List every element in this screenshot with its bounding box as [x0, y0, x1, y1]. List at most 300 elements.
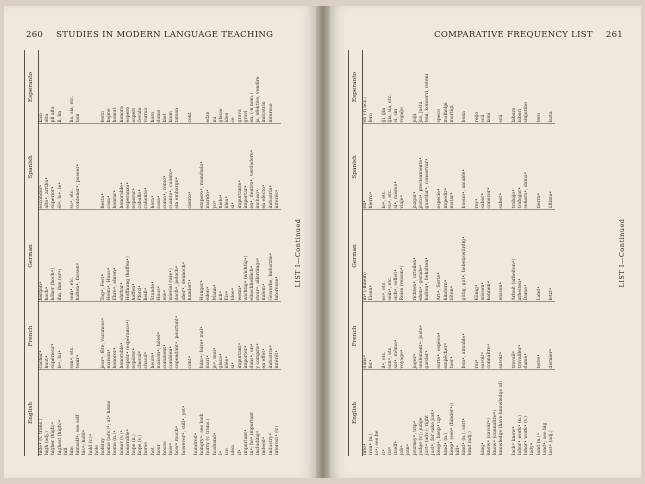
entry-line: combien•: [169, 346, 175, 369]
entry-line: lia, sia, etc.: [70, 95, 76, 123]
entry-line: savoir•: [480, 351, 486, 369]
entry-line: König•: [474, 284, 480, 301]
left-col-french: French: [25, 302, 39, 370]
entry-line: labor• work• (v.): [524, 415, 530, 455]
left-running-title: STUDIES IN MODERN LANGUAGE TEACHING: [56, 30, 274, 40]
entry-line: Pferd•: [138, 285, 144, 301]
entry-line: en (-n acc.): [363, 96, 368, 123]
entry-line: maison•; hôtel•: [156, 331, 162, 369]
entry-line: Art•, Sorte•: [437, 272, 443, 301]
entry-line: industry•: [268, 432, 274, 455]
entry-line: kind (adj.): [468, 431, 474, 455]
entry-line: judge (v.); judge: [418, 417, 424, 455]
entry-line: high (adj.): [45, 431, 51, 455]
entry-line: heure•: [150, 352, 156, 369]
entry-line: hundert•: [187, 279, 193, 301]
entry-line: juger•: [412, 353, 418, 369]
entry-line: wichtig• (wichtig•): [243, 255, 249, 301]
entry-line: tenir•: [76, 354, 82, 369]
entry-line: mi: [212, 116, 218, 123]
entry-line: Dame•: [524, 284, 530, 301]
entry-line: trabajar•: [518, 186, 524, 209]
entry-line: if•: [237, 449, 243, 455]
entry-line: einschließlich•: [249, 265, 255, 301]
left-esperanto-cell: [39, 50, 281, 124]
entry-line: juzgar•: [412, 191, 418, 209]
entry-line: fer•: [369, 359, 375, 369]
left-page: [4, 6, 316, 478]
entry-line: eilen•: [206, 286, 212, 301]
entry-line: hundred•: [194, 432, 200, 455]
entry-line: faim•; faire• mal•: [200, 326, 206, 369]
entry-line: tero: [536, 112, 542, 123]
entry-line: seulement•; juste•: [418, 324, 424, 369]
entry-line: bona: [462, 111, 468, 123]
entry-line: indem•: [262, 283, 268, 301]
entry-line: y compris•: [256, 343, 262, 369]
entry-line: es•, etc.: [381, 281, 387, 301]
entry-line: hide• (v. trans.): [39, 418, 44, 455]
entry-line: en effet•: [262, 348, 268, 369]
entry-line: glace•: [218, 353, 224, 369]
entry-line: travail•: [511, 350, 517, 369]
entry-line: hill: [63, 447, 69, 455]
entry-line: Arbeit (arbeiten•): [511, 258, 517, 301]
right-rotated-table: [348, 50, 624, 456]
entry-line: Land•: [536, 286, 542, 301]
entry-line: just•, for sake just•: [431, 409, 437, 455]
entry-line: se: [231, 117, 237, 123]
entry-line: halten•, behalten•: [425, 257, 431, 301]
entry-line: importar•: [243, 185, 249, 209]
entry-line: wissen•: [499, 281, 505, 301]
left-page-number: 260: [26, 30, 44, 40]
entry-line: himself•; see self: [76, 414, 82, 455]
entry-line: alto•, arriba•: [45, 177, 51, 209]
entry-line: casa•: [107, 195, 113, 209]
entry-line: ĝi, ĝin: [381, 107, 387, 123]
entry-line: reĝo: [474, 111, 480, 123]
left-col-english: English: [25, 370, 39, 456]
entry-line: teni: [76, 113, 82, 123]
entry-line: Stunde•: [150, 281, 156, 301]
entry-line: halten•, fassen•: [76, 262, 82, 301]
entry-line: töten•: [449, 285, 455, 301]
left-running-head: [26, 30, 273, 40]
entry-line: dans•, en•: [249, 343, 255, 369]
entry-line: cent: [187, 112, 193, 123]
entry-line: Mann•: [212, 284, 218, 301]
right-header-row: [349, 50, 363, 456]
entry-line: I•: [218, 450, 224, 455]
right-page: [330, 6, 641, 478]
entry-line: höher (hoch•): [51, 267, 57, 301]
entry-line: labori: [518, 108, 524, 123]
entry-line: esperi: [132, 108, 138, 123]
entry-line: si•: [231, 201, 237, 209]
right-list-title: LIST I—Continued: [618, 218, 626, 288]
entry-line: hoch•: [45, 286, 51, 301]
entry-line: industria•: [268, 184, 274, 209]
entry-line: pli alta: [51, 106, 57, 123]
entry-line: gütig, gut•, liebenswürdig•: [462, 236, 468, 301]
entry-line: land (n.)•: [536, 432, 542, 455]
entry-line: le•, lui•: [57, 350, 63, 369]
entry-line: in• (-hinein): [363, 272, 368, 301]
entry-line: viaje•: [400, 194, 406, 209]
entry-line: dans•: [363, 354, 368, 369]
entry-line: esconder•: [39, 184, 44, 209]
entry-line: sein•, etc.: [387, 276, 393, 301]
entry-line: festo: [101, 111, 107, 123]
entry-line: kiom: [169, 111, 175, 123]
entry-line: si, sin: [394, 108, 400, 123]
entry-line: Gewerbe, Industrie•: [268, 252, 274, 301]
right-running-head: [434, 30, 623, 40]
entry-line: espero: [125, 106, 131, 123]
entry-line: interés•: [274, 189, 280, 209]
entry-line: king•: [480, 442, 486, 455]
entry-line: espérer•: [132, 347, 138, 369]
entry-line: hejme: [107, 108, 113, 123]
entry-line: casa•: [156, 195, 162, 209]
entry-line: intérêt•: [274, 350, 280, 369]
entry-line: su•, etc.: [387, 188, 393, 209]
entry-line: interest• (v.): [274, 425, 280, 455]
entry-line: honorer•: [113, 347, 119, 369]
entry-line: savoir•: [499, 351, 505, 369]
entry-line: job•: [400, 445, 406, 455]
entry-line: ĉevalo: [138, 107, 144, 123]
entry-line: honora: [119, 106, 125, 123]
entry-line: glacio: [218, 108, 224, 123]
entry-line: hole: [94, 445, 100, 455]
entry-line: hour: [156, 444, 162, 455]
entry-line: keep• (see• (hinder•)): [449, 402, 455, 455]
entry-line: industrie•: [268, 344, 274, 369]
entry-line: hold (v.)•: [88, 433, 94, 455]
entry-line: guardar•, conservar•: [425, 158, 431, 209]
entry-line: speco: [437, 109, 443, 123]
entry-line: Tag•, Fest•: [101, 273, 107, 301]
entry-line: its•: [387, 446, 393, 455]
entry-line: wissen•: [480, 281, 486, 301]
entry-line: en efecto•: [262, 184, 268, 209]
entry-line: incluso•: [256, 189, 262, 209]
entry-line: trabajo•: [511, 189, 517, 209]
right-running-title: COMPARATIVE FREQUENCY LIST: [434, 30, 593, 40]
entry-line: ĵus, justa: [418, 101, 424, 123]
entry-line: soi•, même•: [394, 339, 400, 369]
entry-line: zwar•, allerdings•: [256, 257, 262, 301]
entry-line: en, (-n nom.): [249, 92, 255, 123]
entry-line: it•: [381, 448, 387, 455]
right-french-cell: [363, 302, 556, 370]
entry-line: saber•: [480, 192, 486, 209]
entry-line: horse: [144, 442, 150, 455]
right-german-cell: [363, 210, 556, 302]
entry-line: just• (adv.); right: [425, 415, 431, 455]
left-rotated-table: [24, 50, 300, 456]
entry-line: garder•: [425, 350, 431, 369]
entry-line: cent•: [187, 355, 193, 369]
entry-line: esperanza•: [125, 182, 131, 209]
entry-line: hora•: [150, 195, 156, 209]
entry-line: caliente•: [144, 187, 150, 209]
entry-line: kennen•: [487, 280, 493, 301]
entry-line: honorable•: [119, 342, 125, 369]
entry-line: Idee•: [231, 287, 237, 301]
entry-line: knowledge (have knowledge of): [499, 381, 505, 455]
entry-line: ideo: [225, 112, 231, 123]
entry-line: son•, etc.: [70, 346, 76, 369]
entry-line: hurry (v. trans.): [206, 418, 212, 455]
entry-line: in•; be• important: [249, 411, 255, 455]
entry-line: join•: [406, 443, 412, 455]
entry-line: kind• (n.), sort•: [462, 417, 468, 455]
entry-line: gravi: [243, 110, 249, 123]
entry-line: intereso: [268, 103, 274, 123]
left-list-title: LIST I—Continued: [294, 218, 302, 288]
entry-line: especie•: [437, 188, 443, 209]
entry-line: caballo•: [138, 189, 144, 209]
entry-line: Heim•, Haus•: [107, 267, 113, 301]
entry-line: eben•, gerade•: [418, 264, 424, 301]
entry-line: cacher•: [39, 350, 44, 369]
entry-line: land•; see big: [542, 422, 548, 455]
entry-line: heiß•: [144, 287, 150, 301]
entry-line: marido•: [206, 189, 212, 209]
entry-line: hot: [150, 447, 156, 455]
entry-line: kaŝi: [39, 113, 44, 123]
entry-line: bergen•: [39, 281, 44, 301]
entry-line: lack• know•: [511, 426, 517, 455]
entry-line: como•, cómo•: [163, 175, 169, 209]
entry-line: Eisen•: [369, 284, 375, 301]
entry-line: alta: [45, 113, 51, 123]
entry-line: wieviel (wie•): [169, 268, 175, 301]
right-body-row: [363, 50, 556, 456]
entry-line: honorable•: [119, 182, 125, 209]
entry-line: labor• work• (n.): [518, 414, 524, 455]
entry-line: son•, etc.: [387, 346, 393, 369]
entry-line: vojaĝo: [400, 107, 406, 123]
entry-line: cheval•: [138, 350, 144, 369]
right-col-english: English: [349, 370, 363, 456]
entry-line: hielo•: [218, 194, 224, 209]
left-frequency-table: [24, 50, 281, 456]
entry-line: edzo: [206, 111, 212, 123]
entry-line: je•, moi•: [212, 347, 218, 369]
entry-line: Hunger•: [200, 280, 206, 301]
entry-line: wie•: [163, 289, 169, 301]
entry-line: horo: [150, 111, 156, 123]
entry-line: dernier•: [549, 348, 555, 369]
entry-line: voyage•: [400, 349, 406, 369]
entry-line: travailler•: [518, 344, 524, 369]
entry-line: matar•: [449, 191, 455, 209]
entry-line: Interesse•: [274, 276, 280, 301]
entry-line: highest (high)•: [57, 419, 63, 455]
entry-line: wenn•: [237, 285, 243, 301]
entry-line: Ehre•, ehren•: [113, 267, 119, 301]
right-spanish-cell: [363, 124, 556, 210]
entry-line: laboro: [511, 107, 517, 123]
entry-line: teni, konservi, reteni: [425, 73, 431, 123]
entry-line: honrar•: [113, 189, 119, 209]
entry-line: fiesta•: [101, 193, 107, 209]
book-gutter: [316, 6, 330, 478]
right-page-number: 261: [605, 30, 623, 40]
entry-line: superior•: [51, 186, 57, 209]
entry-line: haut•: [45, 355, 51, 369]
entry-line: chaud•: [144, 351, 150, 369]
right-col-esperanto: Esperanto: [349, 50, 363, 124]
entry-line: sorte•, espèce•: [437, 332, 443, 369]
entry-line: empero•, mandado•: [200, 161, 206, 209]
entry-line: fero: [369, 113, 375, 123]
entry-line: él•, lo•, le•: [57, 181, 63, 209]
entry-line: maison•: [107, 349, 113, 369]
entry-line: honori: [113, 107, 119, 123]
entry-line: how• much•: [175, 425, 181, 455]
entry-line: holiday: [101, 438, 107, 455]
entry-line: lo•, etc.: [381, 190, 387, 209]
entry-line: hope (v.): [138, 435, 144, 455]
right-table-region: [348, 50, 624, 456]
entry-line: kind• (n.): [443, 432, 449, 455]
entry-line: último•: [549, 190, 555, 209]
entry-line: how•: [169, 442, 175, 455]
entry-line: tierra•: [536, 192, 542, 209]
entry-line: idea•: [225, 195, 231, 209]
entry-line: home (n.)•: [113, 430, 119, 455]
entry-line: aber•, dennoch•: [181, 261, 187, 301]
entry-line: ehrbar•: [119, 282, 125, 301]
entry-line: last• (adj.): [549, 430, 555, 455]
entry-line: husband•: [212, 432, 218, 455]
entry-line: kill•: [456, 445, 462, 455]
entry-line: ice: [225, 448, 231, 455]
entry-line: important•: [243, 429, 249, 455]
entry-line: tuer•: [449, 356, 455, 369]
entry-line: si•: [231, 361, 237, 369]
entry-line: supérieur•: [51, 343, 57, 369]
left-english-cell: [39, 370, 281, 456]
entry-line: dame•: [524, 353, 530, 369]
entry-line: important•: [237, 342, 243, 369]
entry-line: itself•: [394, 440, 400, 455]
entry-line: iron• (n.): [369, 433, 375, 455]
entry-line: is•; see be: [375, 430, 381, 455]
entry-line: including•: [256, 430, 262, 455]
entry-line: keep•, keep• up•: [437, 414, 443, 455]
right-col-french: French: [349, 302, 363, 370]
entry-line: impedir•: [443, 187, 449, 209]
entry-line: yo•: [212, 200, 218, 209]
entry-line: honor (v.)•: [119, 430, 125, 455]
entry-line: his•; hold•: [82, 429, 88, 455]
entry-line: journey•, trip•: [412, 420, 418, 455]
entry-line: malhelpi: [443, 102, 449, 123]
entry-line: il•, etc.: [381, 351, 387, 369]
entry-line: ĝia, sia, etc.: [387, 94, 393, 123]
right-english-cell: [363, 370, 556, 456]
entry-line: ja, efektive, vendire: [256, 76, 262, 123]
entry-line: sin embargo•: [175, 176, 181, 209]
entry-line: sein•, etc.: [70, 276, 76, 301]
left-french-cell: [39, 302, 281, 370]
entry-line: however•, still•, yet•: [181, 405, 187, 455]
entry-line: tamen: [175, 107, 181, 123]
entry-line: idea: [231, 445, 237, 455]
entry-line: Haus•: [156, 285, 162, 301]
entry-line: higher (high)•: [51, 421, 57, 455]
entry-line: sinjorino: [524, 102, 530, 123]
left-table-region: [24, 50, 300, 456]
left-german-cell: [39, 210, 281, 302]
entry-line: hope (n.): [132, 434, 138, 455]
left-col-spanish: Spanish: [25, 124, 39, 210]
right-frequency-table: [348, 50, 555, 456]
entry-line: cuanto•, cuánto•: [169, 168, 175, 209]
entry-line: jour•, fête, vacances•: [101, 317, 107, 369]
entry-line: indeed•: [262, 436, 268, 455]
left-spanish-cell: [39, 124, 281, 210]
entry-line: empêcher•: [443, 342, 449, 369]
entry-line: richten•, urteilen•: [412, 257, 418, 301]
left-body-row: [39, 50, 281, 456]
entry-line: justo•, precisamente•: [418, 157, 424, 209]
entry-line: sí•, mismo•: [394, 181, 400, 209]
entry-line: Eis•: [225, 290, 231, 301]
entry-line: terre•: [536, 354, 542, 369]
entry-line: kiel: [163, 114, 169, 123]
entry-line: grava: [237, 109, 243, 123]
entry-line: hierro•: [369, 191, 375, 209]
entry-line: arbeiten•: [518, 278, 524, 301]
entry-line: li, lin: [57, 110, 63, 123]
entry-line: varma: [144, 107, 150, 123]
entry-line: know• (savoir•): [487, 417, 493, 455]
entry-line: contener•, poseer•: [76, 163, 82, 209]
entry-line: mari•: [206, 355, 212, 369]
entry-line: honorable•: [125, 428, 131, 455]
entry-line: bon•, aimable•: [462, 333, 468, 369]
right-col-spanish: Spanish: [349, 124, 363, 210]
entry-line: comment•: [163, 344, 169, 369]
entry-line: en•: [363, 200, 368, 209]
entry-line: Hoffnung (hoffen•): [125, 256, 131, 301]
entry-line: ihn, ihm (er•): [57, 268, 63, 301]
entry-line: [275, 51, 281, 123]
left-col-esperanto: Esperanto: [25, 50, 39, 124]
entry-line: koni: [487, 112, 493, 123]
entry-line: industrio: [262, 101, 268, 123]
entry-line: hungry•; see look: [200, 413, 206, 455]
entry-line: ich•: [218, 290, 224, 301]
entry-line: connaître•: [487, 343, 493, 369]
entry-line: importer•: [243, 345, 249, 369]
entry-line: hoffen•: [132, 283, 138, 301]
entry-line: home (adv.)•; at• home: [107, 400, 113, 455]
entry-line: him: [70, 446, 76, 455]
entry-line: letzt•: [549, 287, 555, 301]
entry-line: ciento•: [187, 191, 193, 209]
entry-line: domo: [156, 109, 162, 123]
entry-line: mortigi: [449, 105, 455, 123]
entry-line: esperar•: [132, 187, 138, 209]
